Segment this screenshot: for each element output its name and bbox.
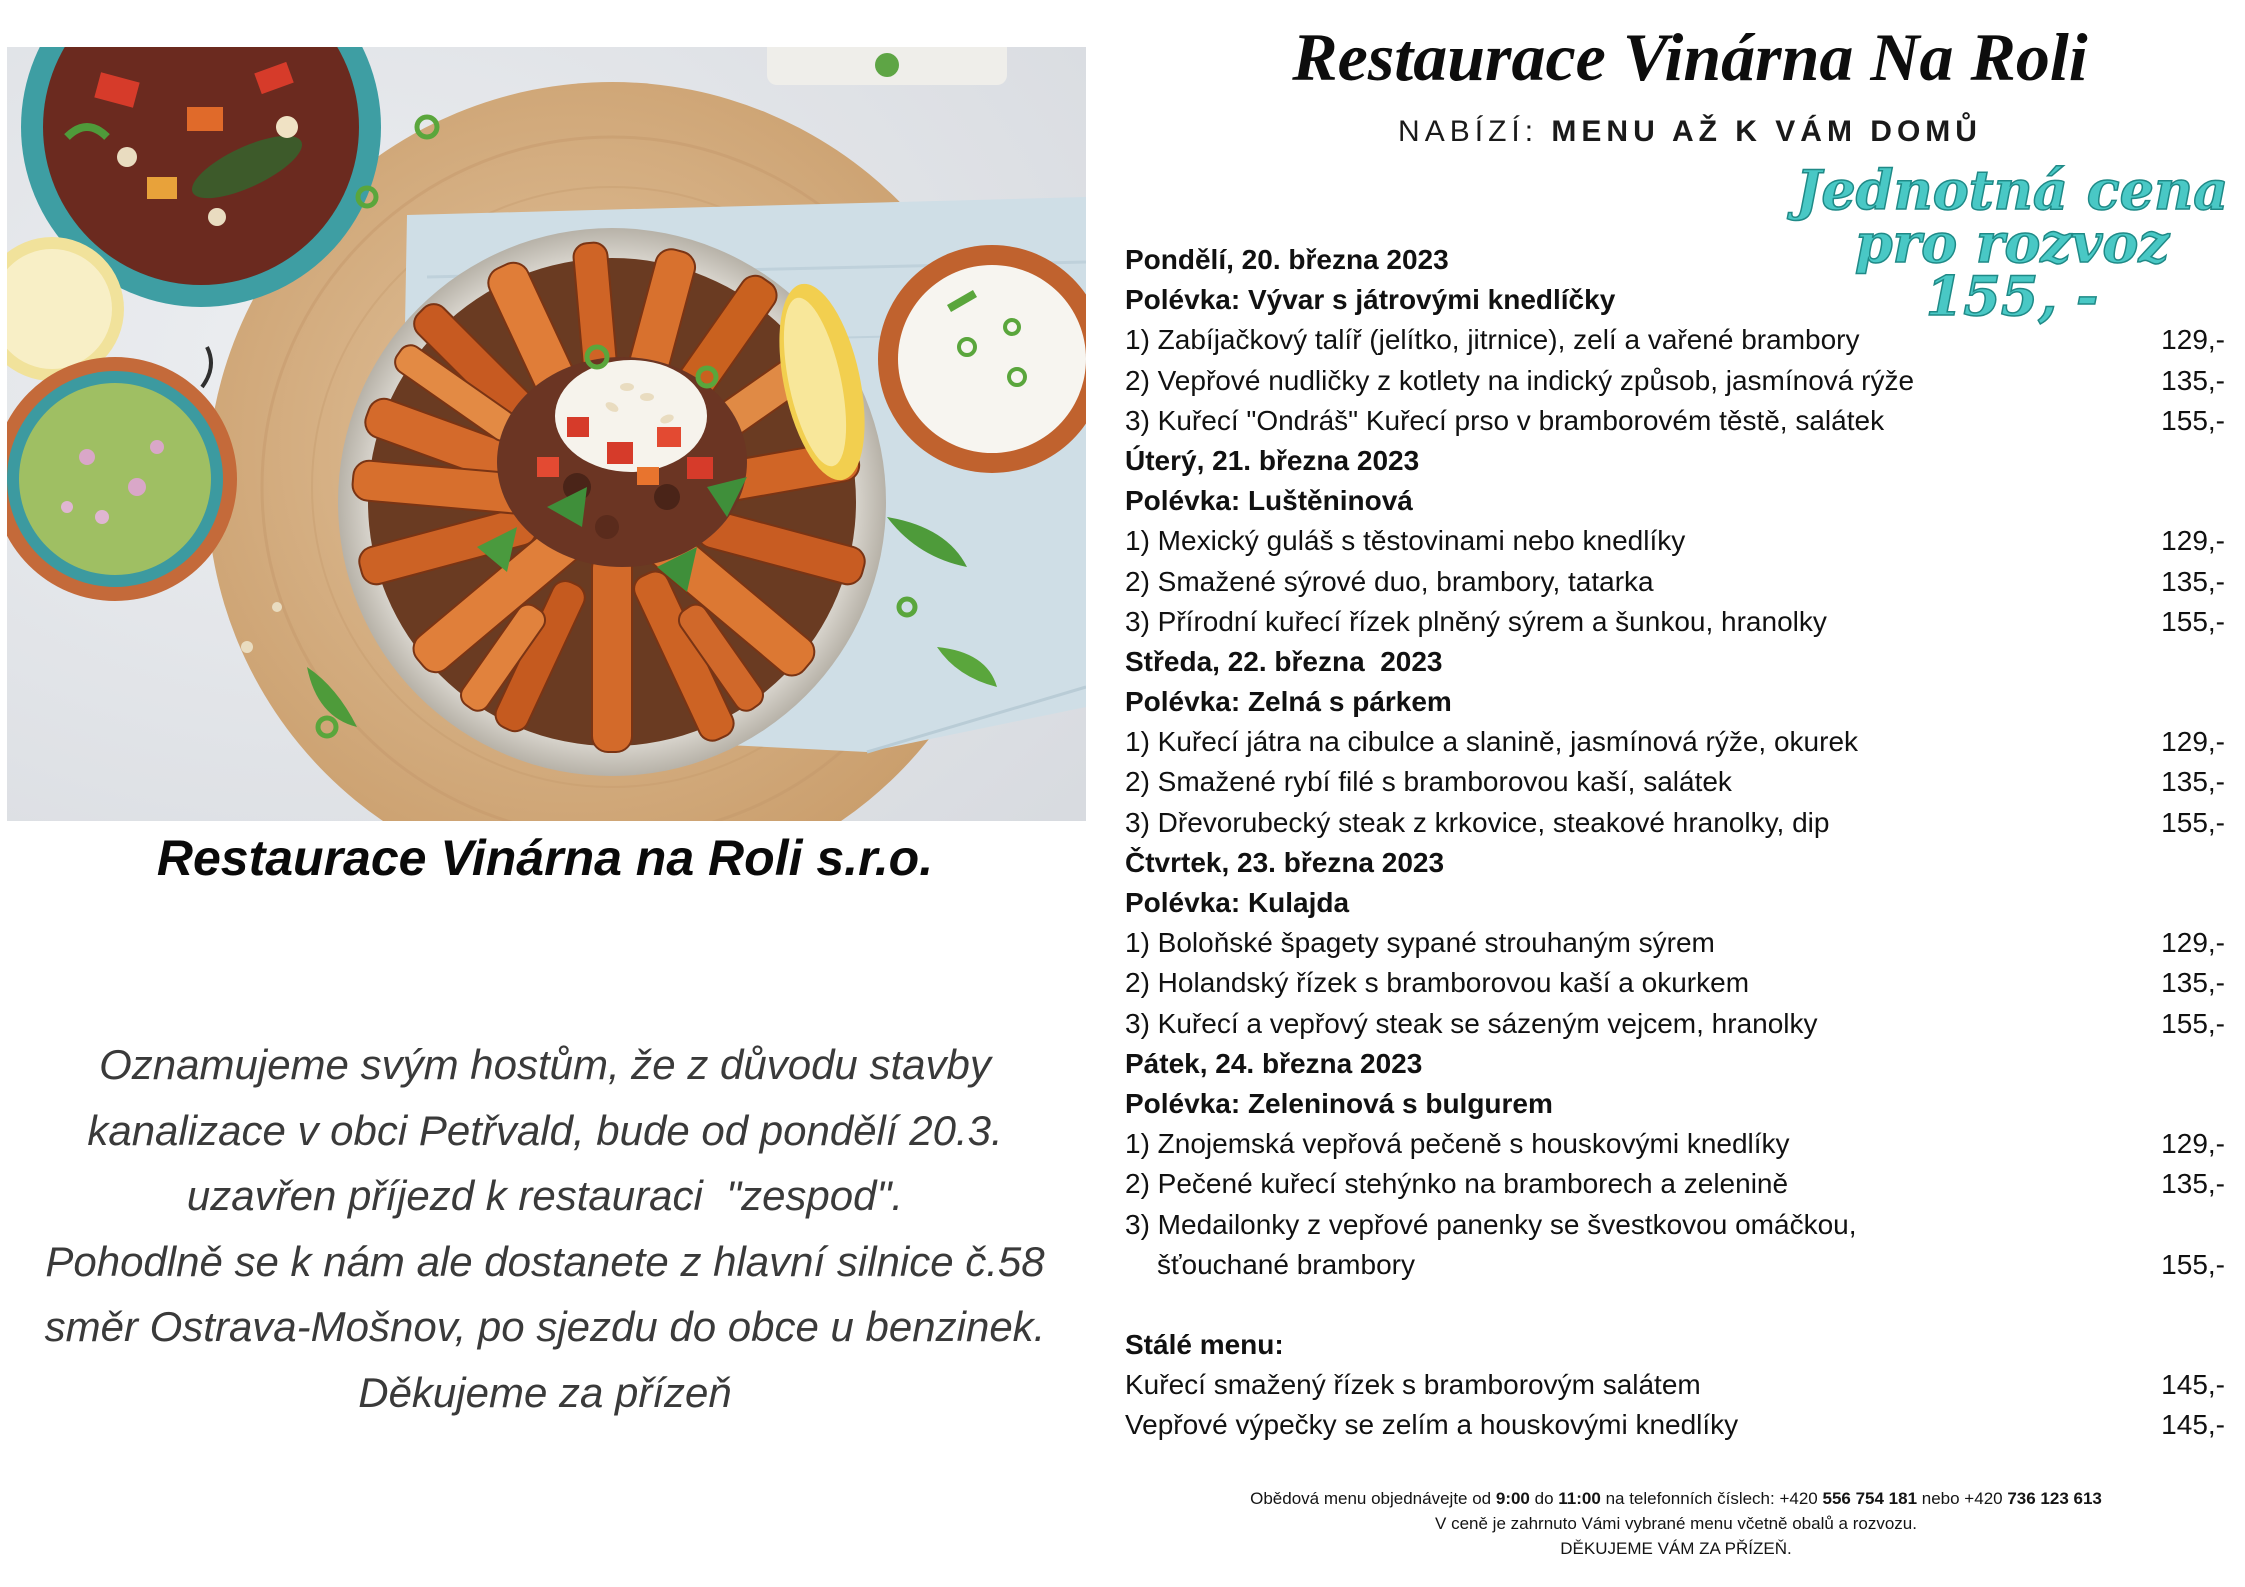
soup-title: Polévka: Kulajda — [1125, 887, 1350, 918]
food-photo — [7, 47, 1086, 821]
day-heading — [1125, 642, 2225, 682]
order-to-word: do — [1534, 1489, 1554, 1508]
day-title: Úterý, 21. března 2023 — [1125, 444, 1420, 476]
soup-row — [1125, 883, 2225, 923]
day-title: Pondělí, 20. března 2023 — [1125, 244, 1449, 275]
company-name: Restaurace Vinárna na Roli s.r.o. — [156, 830, 934, 886]
menu-item-price: 129,- — [2161, 1128, 2225, 1160]
food-photo-illustration — [7, 47, 1086, 821]
menu-item — [1125, 1004, 2225, 1044]
menu-item — [1125, 562, 2225, 602]
day-heading — [1125, 240, 2225, 280]
soup-title: Polévka: Zelná s párkem — [1125, 686, 1452, 718]
menu-item-name: 1) Znojemská vepřová pečeně s houskovými knedlíky — [1125, 1128, 1790, 1160]
soup-row — [1125, 280, 2225, 320]
menu-item — [1125, 401, 2225, 441]
menu-item-name: 3) Medailonky z vepřové panenky se švestkovou omáčkou, — [1125, 1208, 1857, 1240]
notice-line: kanalizace v obci Petřvald, bude od pondělí 20.3. — [87, 1106, 1003, 1154]
menu-item-name: 2) Smažené sýrové duo, brambory, tatarka — [1125, 565, 1654, 597]
soup-row — [1125, 1084, 2225, 1124]
day-heading — [1125, 1044, 2225, 1084]
order-prefix: Obědová menu objednávejte od — [1250, 1489, 1492, 1508]
soup-title: Polévka: Zeleninová s bulgurem — [1125, 1087, 1553, 1119]
menu-item-price: 155,- — [2161, 605, 2225, 637]
menu-item-price: 135,- — [2161, 565, 2225, 597]
phones-or: nebo +420 — [1921, 1489, 2003, 1508]
menu-item — [1125, 1365, 2225, 1405]
menu-item — [1125, 803, 2225, 843]
price-included-note: V ceně je zahrnuto Vámi vybrané menu včetně obalů a rozvozu. — [1435, 1514, 1917, 1533]
soup-title: Polévka: Vývar s játrovými knedlíčky — [1125, 284, 1616, 316]
menu-item — [1125, 361, 2225, 401]
day-title: Čtvrtek, 23. března 2023 — [1125, 846, 1445, 878]
offer-text: MENU AŽ K VÁM DOMŮ — [1551, 115, 1982, 148]
menu-item-price: 129,- — [2161, 726, 2225, 758]
menu-item-price: 155,- — [2161, 1007, 2225, 1039]
day-title: Pátek, 24. března 2023 — [1125, 1047, 1423, 1079]
menu-item-name: 2) Holandský řízek s bramborovou kaší a okurkem — [1125, 967, 1750, 999]
order-hours-line — [1126, 1486, 2226, 1511]
menu-item-price: 135,- — [2161, 967, 2225, 999]
menu-item-price: 135,- — [2161, 364, 2225, 396]
promo-line: Jednotná cena — [1795, 158, 2229, 222]
menu-item-price: 155,- — [2161, 806, 2225, 838]
menu-item — [1125, 963, 2225, 1003]
footer-thanks: DĚKUJEME VÁM ZA PŘÍZEŇ. — [1560, 1539, 1792, 1558]
menu-item-price: 135,- — [2161, 766, 2225, 798]
menu-item-price: 155,- — [2161, 404, 2225, 436]
phones-label: na telefonních číslech: +420 — [1605, 1489, 1818, 1508]
menu-item-name: 1) Kuřecí játra na cibulce a slanině, jasmínová rýže, okurek — [1125, 726, 1859, 758]
promo-price: 155, - — [1925, 264, 2099, 328]
permanent-menu-heading — [1125, 1325, 2225, 1365]
offer-tagline — [1290, 112, 2090, 152]
notice-line: uzavřen příjezd k restauraci "zespod". — [186, 1172, 904, 1220]
order-time-to: 11:00 — [1558, 1489, 1601, 1508]
menu-item-price: 135,- — [2161, 1168, 2225, 1200]
menu-item-continuation — [1125, 1245, 2225, 1285]
menu-item-name-continued: šťouchané brambory — [1157, 1248, 1415, 1280]
menu-spacer — [1125, 1285, 2225, 1325]
day-title: Středa, 22. března 2023 — [1125, 645, 1443, 677]
menu-item-name: 1) Boloňské špagety sypané strouhaným sýrem — [1125, 927, 1715, 959]
notice-line: Oznamujeme svým hostům, že z důvodu stavby — [99, 1041, 991, 1088]
restaurant-script-title: Restaurace Vinárna Na Roli — [1292, 19, 2088, 95]
permanent-menu-title: Stálé menu: — [1125, 1329, 1284, 1361]
menu-item — [1125, 320, 2225, 360]
weekly-menu — [1125, 240, 2225, 1446]
menu-item-name: 2) Smažené rybí filé s bramborovou kaší, salátek — [1125, 766, 1732, 798]
order-time-from: 9:00 — [1495, 1489, 1530, 1508]
menu-item-price: 129,- — [2161, 927, 2225, 959]
menu-item — [1125, 1405, 2225, 1445]
day-heading — [1125, 441, 2225, 481]
menu-item — [1125, 1124, 2225, 1164]
menu-item-price: 129,- — [2161, 324, 2225, 356]
menu-item-name: 3) Přírodní kuřecí řízek plněný sýrem a šunkou, hranolky — [1125, 605, 1827, 637]
soup-row — [1125, 682, 2225, 722]
closure-notice — [0, 1032, 1090, 1426]
menu-item — [1125, 521, 2225, 561]
menu-item-name: 3) Kuřecí "Ondráš" Kuřecí prso v bramborovém těstě, salátek — [1125, 404, 1885, 436]
notice-line: Děkujeme za přízeň — [358, 1368, 732, 1416]
menu-item-name: Vepřové výpečky se zelím a houskovými knedlíky — [1125, 1409, 1739, 1441]
menu-item-name: 1) Zabíjačkový talíř (jelítko, jitrnice), zelí a vařené brambory — [1125, 324, 1860, 356]
menu-item-price: 145,- — [2161, 1409, 2225, 1441]
menu-item-name: 2) Pečené kuřecí stehýnko na bramborech a zelenině — [1125, 1168, 1789, 1200]
menu-item-name: 3) Dřevorubecký steak z krkovice, steakové hranolky, dip — [1125, 806, 1830, 838]
soup-title: Polévka: Luštěninová — [1125, 485, 1413, 517]
menu-item-name: 3) Kuřecí a vepřový steak se sázeným vejcem, hranolky — [1125, 1007, 1818, 1039]
menu-item-price: 155,- — [2161, 1248, 2225, 1280]
order-info-footer — [1126, 1486, 2226, 1561]
menu-item-price: 129,- — [2161, 525, 2225, 557]
menu-item-name: 1) Mexický guláš s těstovinami nebo knedlíky — [1125, 525, 1686, 557]
offer-label: NABÍZÍ: — [1398, 115, 1539, 148]
soup-row — [1125, 481, 2225, 521]
menu-item — [1125, 1205, 2225, 1245]
notice-line: Pohodlně se k nám ale dostanete z hlavní silnice č.58 — [45, 1237, 1045, 1285]
notice-line: směr Ostrava-Mošnov, po sjezdu do obce u benzinek. — [44, 1303, 1046, 1351]
day-heading — [1125, 843, 2225, 883]
phone-number-2: 736 123 613 — [2007, 1489, 2102, 1508]
menu-item-name: Kuřecí smažený řízek s bramborovým salátem — [1125, 1369, 1701, 1401]
top-plate — [767, 47, 1007, 85]
menu-item — [1125, 1164, 2225, 1204]
menu-item — [1125, 923, 2225, 963]
menu-item — [1125, 722, 2225, 762]
promo-line: pro rozvoz — [1854, 211, 2170, 275]
menu-item-price: 145,- — [2161, 1369, 2225, 1401]
menu-item — [1125, 602, 2225, 642]
phone-number-1: 556 754 181 — [1822, 1489, 1918, 1508]
menu-item — [1125, 762, 2225, 802]
menu-item-name: 2) Vepřové nudličky z kotlety na indický způsob, jasmínová rýže — [1125, 364, 1915, 396]
